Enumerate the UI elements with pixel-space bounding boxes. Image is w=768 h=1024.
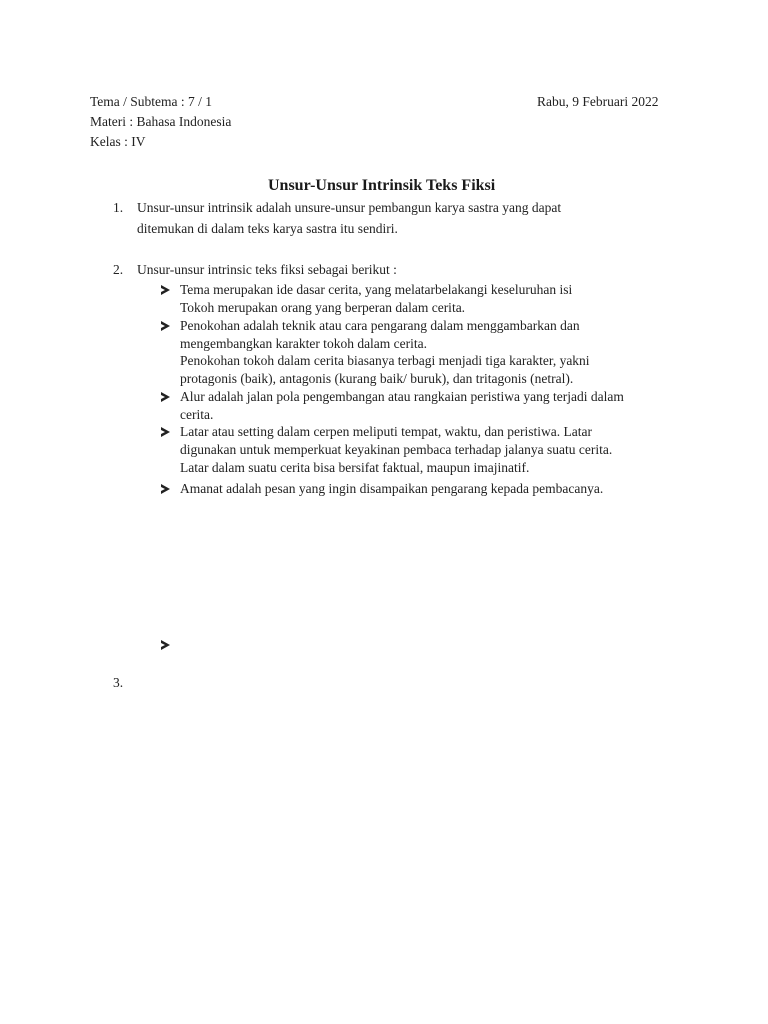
- header-materi: Materi : Bahasa Indonesia: [90, 114, 232, 129]
- arrow-bullet-icon: [161, 321, 170, 331]
- bullet-text-line: digunakan untuk memperkuat keyakinan pembaca terhadap jalanya suatu cerita.: [180, 442, 613, 457]
- header-tema: Tema / Subtema : 7 / 1: [90, 94, 213, 109]
- item-text-line: ditemukan di dalam teks karya sastra itu sendiri.: [137, 221, 398, 236]
- header-kelas: Kelas : IV: [90, 134, 146, 149]
- item-text-line: Unsur-unsur intrinsik adalah unsure-unsur pembangun karya sastra yang dapat: [137, 200, 562, 215]
- item-text-line: Unsur-unsur intrinsic teks fiksi sebagai berikut :: [137, 262, 397, 277]
- bullet-text-line: Latar atau setting dalam cerpen meliputi tempat, waktu, dan peristiwa. Latar: [180, 424, 592, 439]
- bullet-text-line: protagonis (baik), antagonis (kurang baik/ buruk), dan tritagonis (netral).: [180, 371, 574, 386]
- bullet-text-line: Penokohan tokoh dalam cerita biasanya terbagi menjadi tiga karakter, yakni: [180, 353, 590, 368]
- bullet-text-line: Tema merupakan ide dasar cerita, yang melatarbelakangi keseluruhan isi: [180, 282, 573, 297]
- arrow-bullet-icon: [161, 392, 170, 402]
- bullet-text-line: Tokoh merupakan orang yang berperan dalam cerita.: [180, 300, 466, 315]
- arrow-bullet-icon: [161, 484, 170, 494]
- arrow-bullet-icon: [161, 640, 170, 650]
- bullet-text-line: Amanat adalah pesan yang ingin disampaikan pengarang kepada pembacanya.: [180, 481, 604, 496]
- bullet-text-line: mengembangkan karakter tokoh dalam cerita.: [180, 336, 428, 351]
- document-title: Unsur-Unsur Intrinsik Teks Fiksi: [268, 177, 496, 194]
- bullet-text-line: Penokohan adalah teknik atau cara pengarang dalam menggambarkan dan: [180, 318, 580, 333]
- arrow-bullet-icon: [161, 285, 170, 295]
- arrow-bullet-icon: [161, 427, 170, 437]
- bullet-text-line: cerita.: [180, 407, 214, 422]
- bullet-text-line: Alur adalah jalan pola pengembangan atau rangkaian peristiwa yang terjadi dalam: [180, 389, 624, 404]
- item-number: 3.: [113, 675, 124, 690]
- item-number: 1.: [113, 200, 124, 215]
- item-number: 2.: [113, 262, 124, 277]
- header-date: Rabu, 9 Februari 2022: [537, 94, 659, 109]
- bullet-text-line: Latar dalam suatu cerita bisa bersifat faktual, maupun imajinatif.: [180, 460, 530, 475]
